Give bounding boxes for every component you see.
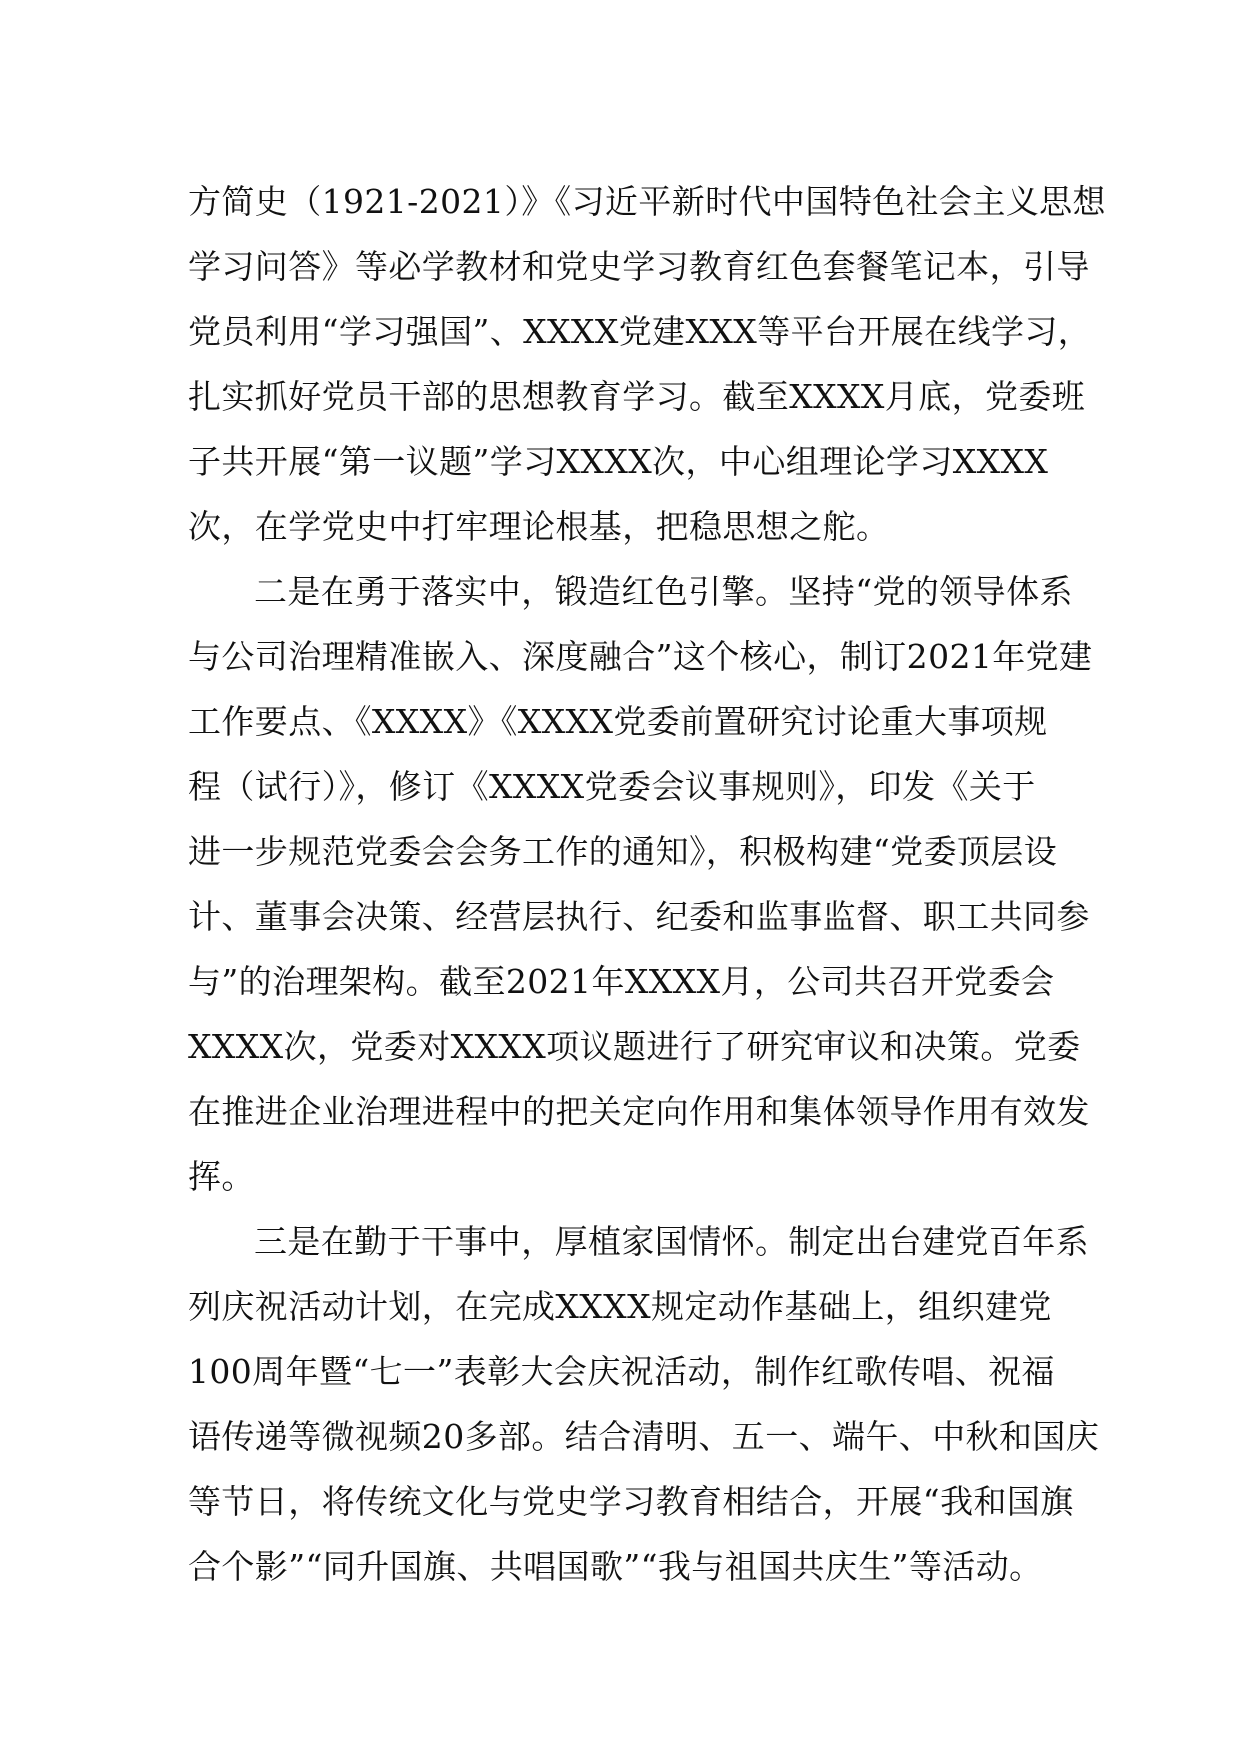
text-line: 挥。	[188, 1157, 255, 1196]
text-line: 扎实抓好党员干部的思想教育学习。截至XXXX月底，党委班	[188, 377, 1086, 416]
text-line: 等节日，将传统文化与党史学习教育相结合，开展“我和国旗	[188, 1482, 1074, 1521]
text-line: 党员利用“学习强国”、XXXX党建XXX等平台开展在线学习，	[188, 312, 1092, 351]
text-line: 合个影”“同升国旗、共唱国歌”“我与祖国共庆生”等活动。	[188, 1547, 1043, 1586]
text-line: 在推进企业治理进程中的把关定向作用和集体领导作用有效发	[188, 1092, 1090, 1131]
text-line: 计、董事会决策、经营层执行、纪委和监事监督、职工共同参	[188, 897, 1090, 936]
text-line: 三是在勤于干事中，厚植家国情怀。制定出台建党百年系	[254, 1222, 1089, 1261]
text-line: 列庆祝活动计划，在完成XXXX规定动作基础上，组织建党	[188, 1287, 1052, 1326]
text-line: 方简史（1921-2021）》《习近平新时代中国特色社会主义思想	[188, 182, 1106, 221]
text-line: XXXX次，党委对XXXX项议题进行了研究审议和决策。党委	[188, 1027, 1081, 1066]
paragraph-1	[188, 169, 1106, 559]
text-line: 学习问答》等必学教材和党史学习教育红色套餐笔记本，引导	[188, 247, 1090, 286]
text-line: 与”的治理架构。截至2021年XXXX月，公司共召开党委会	[188, 962, 1055, 1001]
text-line: 工作要点、《XXXX》《XXXX党委前置研究讨论重大事项规	[188, 702, 1048, 741]
paragraph-2	[188, 559, 1093, 1209]
text-line: 二是在勇于落实中，锻造红色引擎。坚持“党的领导体系	[254, 572, 1073, 611]
text-line: 与公司治理精准嵌入、深度融合”这个核心，制订2021年党建	[188, 637, 1093, 676]
text-line: 程（试行）》，修订《XXXX党委会议事规则》，印发《关于	[188, 767, 1036, 806]
text-line: 子共开展“第一议题”学习XXXX次，中心组理论学习XXXX	[188, 442, 1049, 481]
document-body	[188, 169, 1106, 1599]
paragraph-3	[188, 1209, 1100, 1599]
text-line: 次，在学党史中打牢理论根基，把稳思想之舵。	[188, 507, 890, 546]
text-line: 语传递等微视频20多部。结合清明、五一、端午、中秋和国庆	[188, 1417, 1100, 1456]
text-line: 进一步规范党委会会务工作的通知》，积极构建“党委顶层设	[188, 832, 1058, 871]
text-line: 100周年暨“七一”表彰大会庆祝活动，制作红歌传唱、祝福	[188, 1352, 1055, 1391]
